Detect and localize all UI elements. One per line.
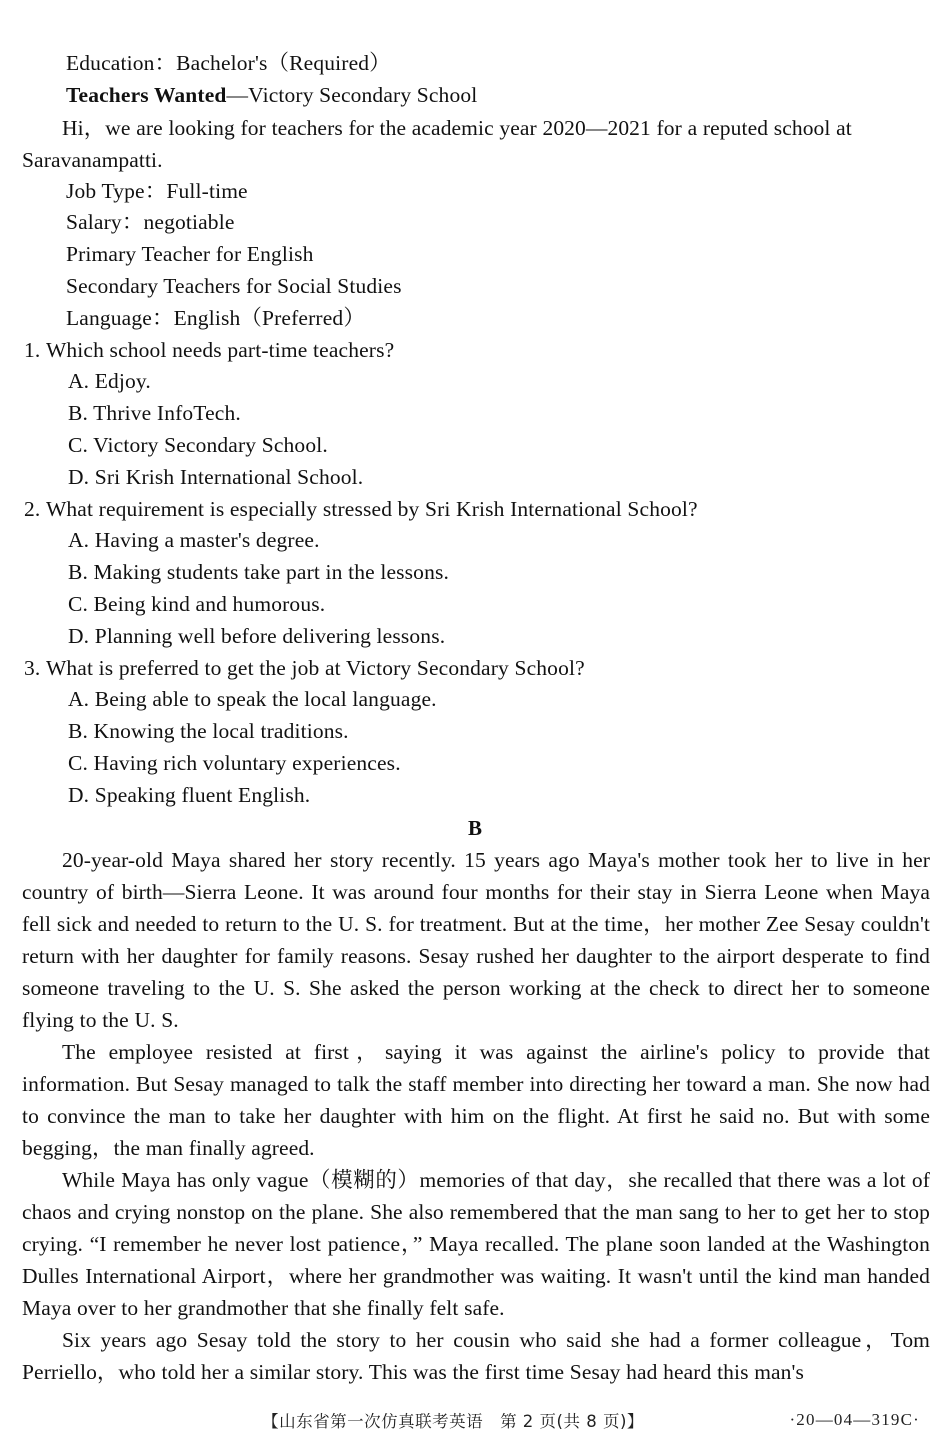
question-3-option-a[interactable]: A. Being able to speak the local language. — [68, 687, 437, 712]
question-2-option-b[interactable]: B. Making students take part in the lessons. — [68, 560, 450, 585]
question-block-2 — [22, 494, 930, 653]
question-1-text: Which school needs part-time teachers? — [45, 337, 395, 362]
section-b-label: B — [467, 815, 482, 840]
question-3-option-d[interactable]: D. Speaking fluent English. — [68, 782, 311, 807]
job-detail-salary: Salary：negotiable — [66, 210, 235, 235]
education-requirement-line: Education：Bachelor's（Required） — [66, 51, 391, 75]
job-advertisement — [22, 48, 930, 335]
question-2-number: 2. — [24, 496, 41, 521]
section-b-paragraph-4: Six years ago Sesay told the story to her cousin who said she had a former colleague，Tom Perriello，who told her a similar story. This was the first time Sesay had heard this man's — [22, 1327, 930, 1384]
question-2-option-d[interactable]: D. Planning well before delivering lessons. — [68, 623, 446, 648]
question-3-number: 3. — [24, 655, 41, 680]
question-3-option-c[interactable]: C. Having rich voluntary experiences. — [68, 750, 401, 775]
question-1-option-d[interactable]: D. Sri Krish International School. — [68, 464, 364, 489]
footer-paper-code: ·20—04—319C· — [789, 1410, 920, 1429]
page-footer — [22, 1405, 928, 1435]
question-1-option-a[interactable]: A. Edjoy. — [68, 369, 151, 394]
job-ad-intro-paragraph: Hi，we are looking for teachers for the academic year 2020—2021 for a reputed school at Saravanampatti. — [22, 115, 852, 172]
teachers-wanted-heading — [22, 80, 930, 112]
question-1-option-b[interactable]: B. Thrive InfoTech. — [68, 401, 241, 426]
job-detail-language: Language：English（Preferred） — [66, 305, 365, 330]
question-2-text: What requirement is especially stressed by Sri Krish International School? — [45, 496, 698, 521]
teachers-wanted-bold-label: Teachers Wanted — [66, 82, 227, 107]
question-2-option-c[interactable]: C. Being kind and humorous. — [68, 591, 326, 616]
job-detail-job-type: Job Type：Full-time — [66, 178, 248, 203]
question-2-option-a[interactable]: A. Having a master's degree. — [68, 528, 320, 553]
job-detail-primary-teacher: Primary Teacher for English — [66, 242, 314, 267]
teachers-wanted-school-name: —Victory Secondary School — [226, 82, 478, 107]
job-detail-secondary-teachers: Secondary Teachers for Social Studies — [66, 273, 402, 298]
section-b-paragraph-2: The employee resisted at first，saying it was against the airline's policy to provide that information. But Sesay managed to talk the staff member into directing her toward a man. She now had to convince the man to take her daughter with him on the flight. At first he said no. But with some begging，the man finally agreed. — [22, 1039, 930, 1160]
question-1-option-c[interactable]: C. Victory Secondary School. — [68, 432, 328, 457]
question-1-stem — [22, 335, 930, 367]
question-2-stem — [22, 494, 930, 526]
question-3-option-b[interactable]: B. Knowing the local traditions. — [68, 719, 349, 744]
section-b-paragraph-1: 20-year-old Maya shared her story recently. 15 years ago Maya's mother took her to live in her country of birth—Sierra Leone. It was around four months for their stay in Sierra Leone when Maya fell sick and needed to return to the U. S. for treatment. But at the time，her mother Zee Sesay couldn't return with her daughter for family reasons. Sesay rushed her daughter to the airport desperate to find someone traveling to the U. S. She asked the person working at the check to direct her to someone flying to the U. S. — [22, 847, 930, 1032]
question-1-number: 1. — [24, 337, 41, 362]
question-block-1 — [22, 335, 930, 494]
document-body — [22, 48, 930, 1388]
footer-exam-title-and-page: 【山东省第一次仿真联考英语 第 2 页(共 8 页)】 — [262, 1412, 644, 1431]
question-3-text: What is preferred to get the job at Victory Secondary School? — [45, 655, 585, 680]
question-block-3 — [22, 653, 930, 812]
section-b-paragraph-3: While Maya has only vague（模糊的）memories of that day，she recalled that there was a lot of chaos and crying nonstop on the plane. She also remembered that the man sang to her to get her to stop crying. “I remember he never lost patience，” Maya recalled. The plane soon landed at the Washington Dulles International Airport，where her grandmother was waiting. It wasn't until the kind man handed Maya over to her grandmother that she finally felt safe. — [22, 1167, 930, 1320]
question-3-stem — [22, 653, 930, 685]
